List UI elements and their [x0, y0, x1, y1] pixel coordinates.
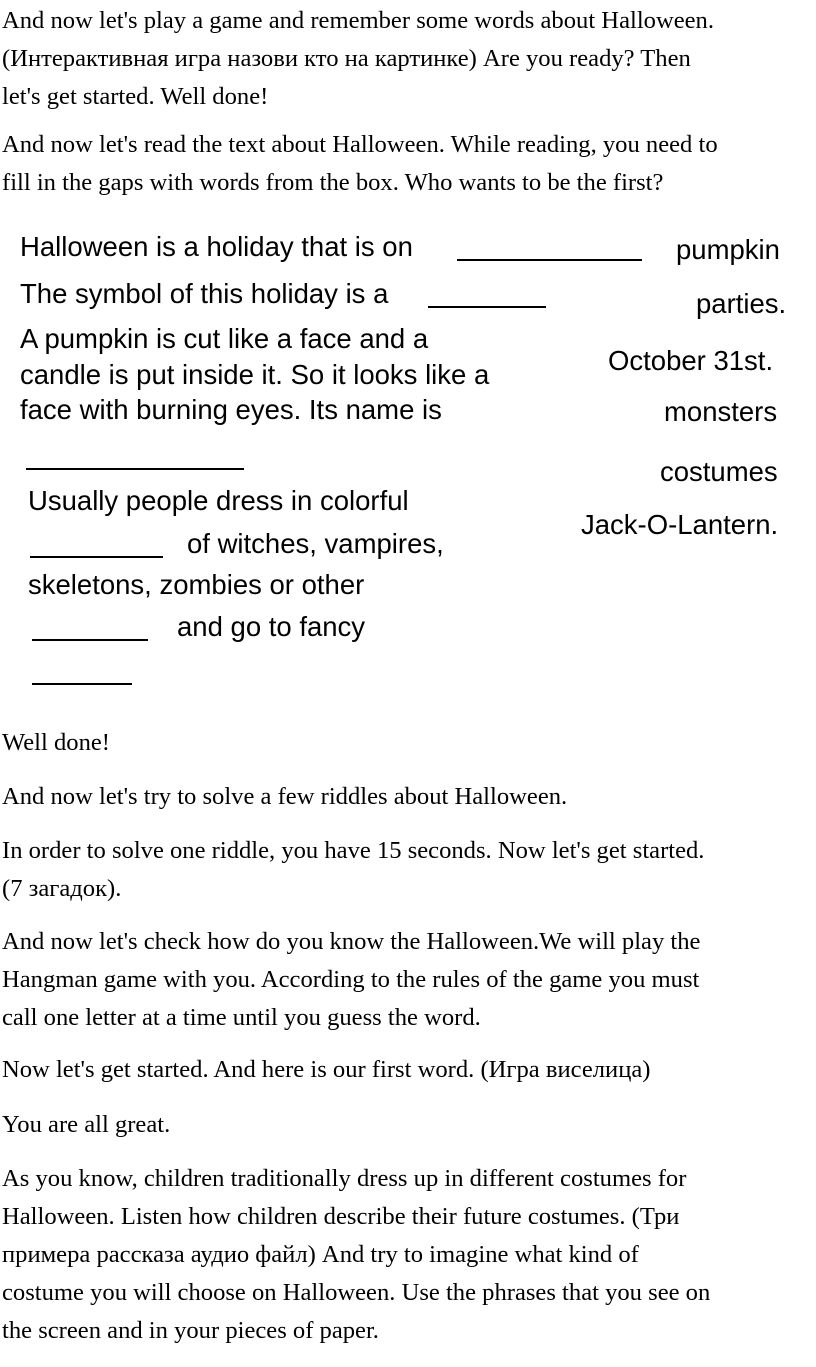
reading-line-2: fill in the gaps with words from the box. Who wants to be the first? [2, 169, 664, 196]
sentence-1 [20, 230, 413, 264]
sentence-4-line-4: and go to fancy [177, 611, 366, 642]
reading-line-1: And now let's read the text about Halloween. While reading, you need to [2, 131, 718, 158]
gap-2-blank[interactable] [428, 306, 546, 308]
sentence-2 [20, 277, 388, 311]
hangman-line-3: call one letter at a time until you guess the word. [2, 1004, 481, 1031]
sentence-3-line-1: A pumpkin is cut like a face and a [20, 323, 429, 354]
word-box-item: costumes [660, 456, 778, 487]
gap-1-blank[interactable] [457, 259, 642, 261]
reading-paragraph [2, 126, 814, 202]
gap-4-blank[interactable] [30, 556, 163, 558]
sentence-2-text: The symbol of this holiday is a [20, 278, 389, 309]
riddles-rule-line-1: In order to solve one riddle, you have 15 seconds. Now let's get started. [2, 837, 705, 864]
sentence-4-line-1: Usually people dress in colorful [28, 485, 409, 516]
word-box-item: monsters [664, 396, 778, 427]
word-box-item: Jack-O-Lantern. [581, 509, 779, 540]
sentence-3-line-3: face with burning eyes. Its name is [20, 394, 442, 425]
gap-5-blank[interactable] [32, 639, 148, 641]
intro-line-2: (Интерактивная игра назови кто на картинке) Are you ready? Then [2, 45, 691, 72]
intro-line-1: And now let's play a game and remember some words about Halloween. [2, 7, 714, 34]
word-box-item: pumpkin [676, 234, 780, 265]
word-box-item: October 31st. [608, 345, 774, 376]
riddles-rule-paragraph [2, 832, 814, 908]
hangman-line-1: And now let's check how do you know the Halloween.We will play the [2, 928, 701, 955]
costumes-line-4: costume you will choose on Halloween. Use the phrases that you see on [2, 1279, 711, 1306]
first-word-text: Now let's get started. And here is our first word. (Игра виселица) [2, 1056, 651, 1083]
intro-paragraph [2, 2, 814, 116]
sentence-4-line-3: skeletons, zombies or other [28, 569, 365, 600]
hangman-line-2: Hangman game with you. According to the rules of the game you must [2, 966, 700, 993]
gap-6-blank[interactable] [32, 683, 132, 685]
well-done-text: Well done! [2, 729, 110, 756]
costumes-line-3: примера рассказа аудио файл) And try to imagine what kind of [2, 1241, 639, 1268]
intro-line-3: let's get started. Well done! [2, 83, 269, 110]
word-box-item: parties. [696, 288, 787, 319]
sentence-1-text: Halloween is a holiday that is on [20, 231, 413, 262]
costumes-paragraph [2, 1160, 814, 1350]
riddles-intro-text: And now let's try to solve a few riddles about Halloween. [2, 783, 568, 810]
gap-3-blank[interactable] [26, 468, 244, 470]
sentence-4-line-2: of witches, vampires, [187, 528, 444, 559]
great-text: You are all great. [2, 1111, 171, 1138]
hangman-paragraph [2, 923, 814, 1037]
costumes-line-1: As you know, children traditionally dress up in different costumes for [2, 1165, 687, 1192]
sentence-3-line-2: candle is put inside it. So it looks like a [20, 359, 490, 390]
riddles-rule-line-2: (7 загадок). [2, 875, 122, 902]
costumes-line-5: the screen and in your pieces of paper. [2, 1317, 379, 1344]
costumes-line-2: Halloween. Listen how children describe their future costumes. (Три [2, 1203, 680, 1230]
